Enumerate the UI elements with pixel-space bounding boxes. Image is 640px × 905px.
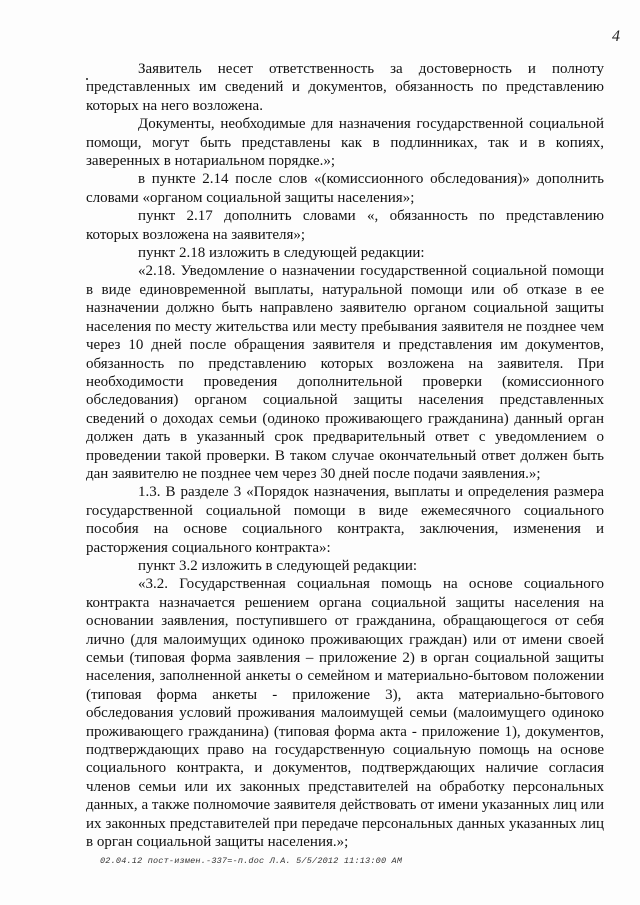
paragraph-6: «2.18. Уведомление о назначении государственной социальной помощи в виде единовременной выплаты, натуральной помощи или об отказе в ее назначении должно быть направлено заявителю органом социальной защиты населения по месту жительства или месту пребывания заявителя не позднее чем через 10 дней после обращения заявителя и представления им документов, обязанность по представлению которых возложена на заявителя. При необходимости проведения дополнительной проверки (комиссионного обследования) органом социальной защиты населения представленных сведений о доходах семьи (одиноко проживающего гражданина) данный орган должен дать в указанный срок предварительный ответ с уведомлением о проведении такой проверки. В таком случае окончательный ответ должен быть дан заявителю не позднее чем через 30 дней после подачи заявления.»;: [86, 263, 604, 482]
paragraph-5: пункт 2.18 изложить в следующей редакции:: [138, 245, 425, 262]
paragraph-7: 1.3. В разделе 3 «Порядок назначения, выплаты и определения размера государственной социальной помощи в виде ежемесячного социального пособия на основе социального контракта, заключения, изменения и расторжения социального контракта»:: [86, 484, 604, 556]
file-footer: 02.04.12 пост-измен.-337=-п.doc Л.А. 5/5/2012 11:13:00 AM: [100, 856, 403, 866]
paragraph-1: Заявитель несет ответственность за достоверность и полноту представленных им сведений и документов, обязанность по представлению которых на него возложена.: [86, 61, 604, 114]
paragraph-2: Документы, необходимые для назначения государственной социальной помощи, могут быть представлены как в подлинниках, так и в копиях, заверенных в нотариальном порядке.»;: [86, 116, 604, 170]
paragraph-4: пункт 2.17 дополнить словами «, обязанность по представлению которых возложена на заявителя»;: [86, 208, 604, 243]
paragraph-8: пункт 3.2 изложить в следующей редакции:: [138, 557, 418, 574]
paragraph-9: «3.2. Государственная социальная помощь на основе социального контракта назначается решением органа социальной защиты населения на основании заявления, поступившего от гражданина, обращающегося от себя лично (для малоимущих одиноко проживающих граждан) или от имени своей семьи (типовая форма заявления – приложение 2) в орган социальной защиты населения, заполненной анкеты о семейном и материально-бытовом положении (типовая форма анкеты - приложение 3), акта материально-бытового обследования условий проживания малоимущей семьи (малоимущего одиноко проживающего гражданина) (типовая форма акта - приложение 1), документов, подтверждающих право на государственную социальную помощь на основе социального контракта, и документов, подтверждающих наличие согласия членов семьи или их законных представителей на обработку персональных данных, а также полномочие заявителя действовать от имени указанных лиц или их законных представителей при передаче персональных данных указанных лиц в орган социальной защиты населения.»;: [86, 576, 604, 851]
paragraph-3: в пункте 2.14 после слов «(комиссионного обследования)» дополнить словами «органом социальной защиты населения»;: [86, 171, 604, 206]
document-body: [86, 60, 604, 851]
page-number: 4: [612, 28, 620, 45]
